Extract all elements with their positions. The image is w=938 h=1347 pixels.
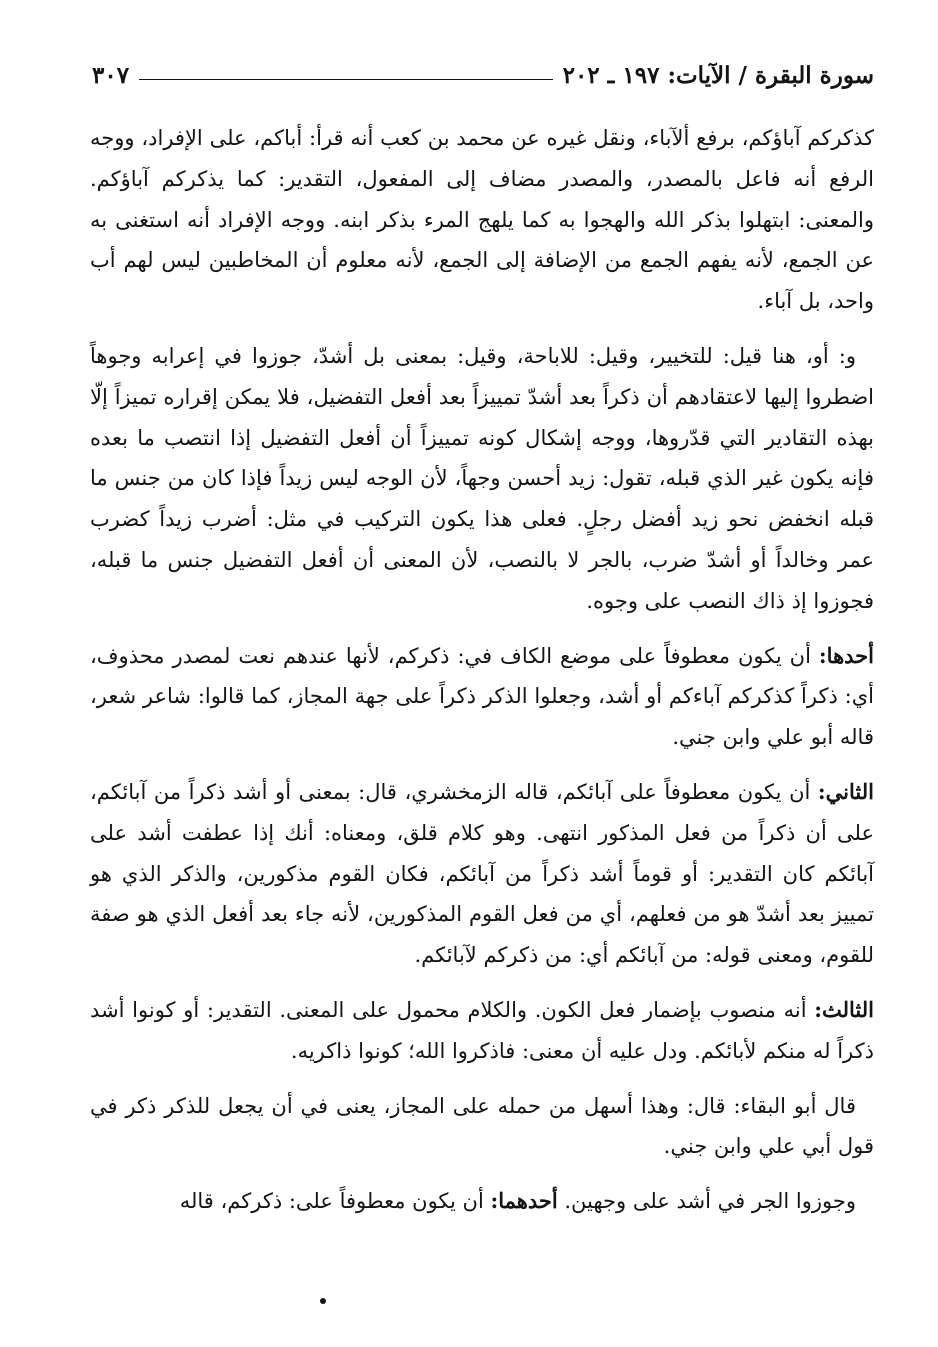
header-title: سورة البقرة / الآيات: ١٩٧ ـ ٢٠٢ xyxy=(562,61,874,89)
paragraph-3-text: أن يكون معطوفاً على موضع الكاف في: ذكركم، لأنها عندهم نعت لمصدر محذوف، أي: ذكراً كذكركم آباءكم أو أشد، وجعلوا الذكر ذكراً على جهة المجاز، كما قالوا: شاعر شعر، قاله أبو علي وابن جني. xyxy=(90,643,874,750)
paragraph-1-text: كذكركم آباؤكم، برفع ألآباء، ونقل غيره عن محمد بن كعب أنه قرأ: أباكم، على الإفراد، ووجه الرفع أنه فاعل بالمصدر، والمصدر مضاف إلى المفعول، التقدير: كما يذكركم آباؤكم. والمعنى: ابتهلوا بذكر الله والهجوا به كما يلهج المرء بذكر ابنه. ووجه الإفراد أنه استغنى به عن الجمع، لأنه يفهم الجمع من الإضافة إلى الجمع، لأنه معلوم أن المخاطبين ليس لهم أب واحد، بل آباء. xyxy=(90,126,874,314)
paragraph-6 xyxy=(90,1086,874,1168)
paragraph-7-lead: أحدهما: xyxy=(490,1188,558,1214)
header-rule xyxy=(139,79,553,80)
paragraph-5 xyxy=(90,990,874,1072)
paragraph-6-text: قال أبو البقاء: قال: وهذا أسهل من حمله على المجاز، يعنى في أن يجعل للذكر ذكر في قول أبي علي وابن جني. xyxy=(90,1093,874,1159)
paragraph-7 xyxy=(90,1181,874,1222)
paragraph-1 xyxy=(90,118,874,322)
paragraph-7-text: وجوزوا الجر في أشد على وجهين. xyxy=(557,1189,856,1214)
paragraph-2-text: و: أو، هنا قيل: للتخيير، وقيل: للاباحة، وقيل: بمعنى بل أشدّ، جوزوا في إعرابه وجوهاً اضطروا إليها لاعتقادهم أن ذكراً بعد أشدّ تمييزاً بعد أفعل التفضيل، فلا يمكن إقراره تميزاً إلّا بهذه التقادير التي قدّروها، ووجه إشكال كونه تمييزاً أن أفعل التفضيل إذا انتصب ما بعده فإنه يكون غير الذي قبله، تقول: زيد أحسن وجهاً، لأن الوجه ليس زيداً فإذا كان من جنس ما قبله انخفض نحو زيد أفضل رجلٍ. فعلى هذا يكون التركيب في مثل: أضرب زيداً كضرب عمر وخالداً أو أشدّ ضرب، بالجر لا بالنصب، لأن المعنى أن أفعل التفضيل جنس ما قبله، فجوزوا إذ ذاك النصب على وجوه. xyxy=(90,343,874,613)
footer-dot xyxy=(320,1298,326,1304)
paragraph-4-lead: الثاني: xyxy=(817,778,874,804)
paragraph-4-text: أن يكون معطوفاً على آبائكم، قاله الزمخشري، قال: بمعنى أو أشد ذكراً من آبائكم، على أن ذكراً من فعل المذكور انتهى. وهو كلام قلق، ومعناه: أنك إذا عطفت أشد على آبائكم كان التقدير: أو قوماً أشد ذكراً من آبائكم، فكان القوم مذكورين، والذكر الذي هو تمييز بعد أشدّ هو من فعلهم، أي من فعل القوم المذكورين، لأنه جاء بعد أفعل الذي هو صفة للقوم، ومعنى قوله: من آبائكم أي: من ذكركم لآبائكم. xyxy=(90,779,874,968)
paragraph-2 xyxy=(90,336,874,622)
paragraph-7-text-2: أن يكون معطوفاً على: ذكركم، قاله xyxy=(179,1189,491,1214)
running-header xyxy=(92,58,874,92)
paragraph-4 xyxy=(90,772,874,976)
paragraph-3-lead: أحدها: xyxy=(818,642,874,668)
paragraph-5-text: أنه منصوب بإضمار فعل الكون. والكلام محمول على المعنى. التقدير: أو كونوا أشد ذكراً له منكم لأبائكم. ودل عليه أن معنى: فاذكروا الله؛ كونوا ذاكريه. xyxy=(90,997,874,1063)
paragraph-5-lead: الثالث: xyxy=(814,996,874,1022)
paragraph-3 xyxy=(90,636,874,758)
page-number: ٣٠٧ xyxy=(92,61,130,89)
body-text xyxy=(90,118,874,1236)
